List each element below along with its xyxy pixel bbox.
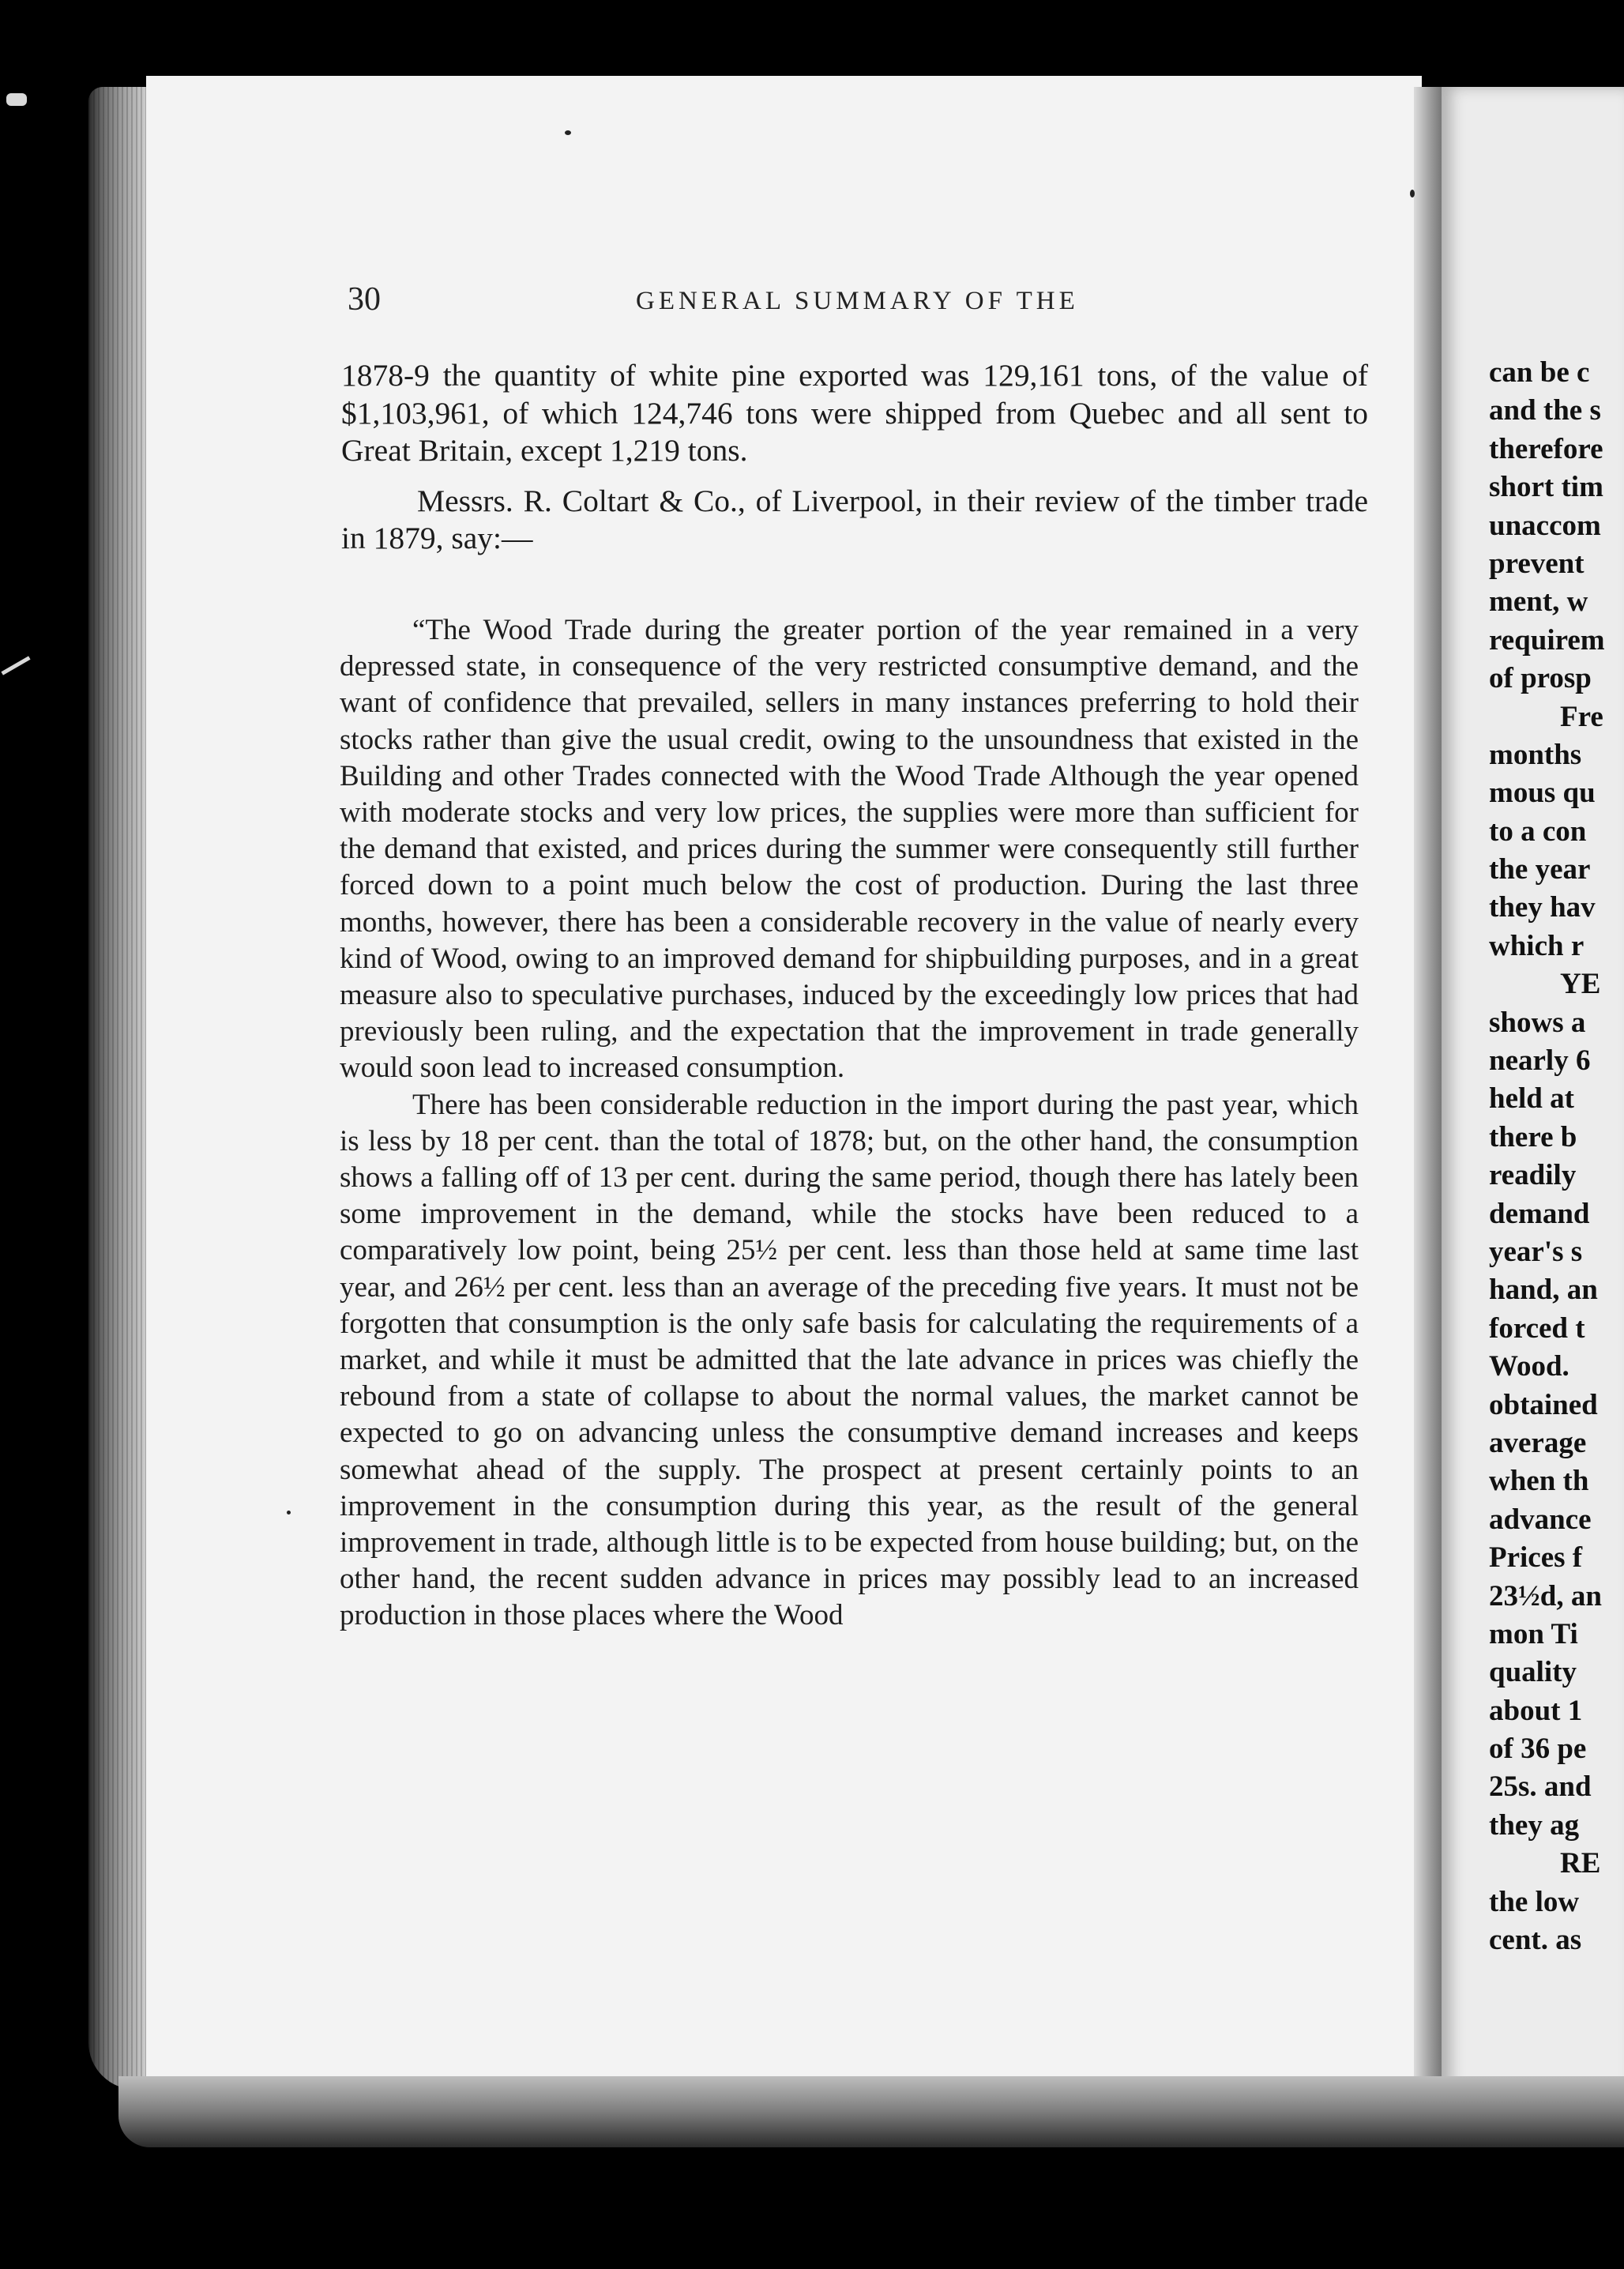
line-fragment: of 36 pe — [1489, 1733, 1587, 1766]
speck — [287, 1511, 291, 1515]
page-bottom-edge — [118, 2076, 1624, 2147]
line-fragment: 25s. and — [1489, 1770, 1592, 1804]
line-fragment: nearly 6 — [1489, 1044, 1591, 1078]
line-fragment: unaccom — [1489, 509, 1601, 542]
line-fragment: ment, w — [1489, 585, 1588, 619]
line-fragment: year's s — [1489, 1235, 1583, 1268]
body-text — [341, 357, 1368, 558]
line-fragment: cent. as — [1489, 1924, 1582, 1957]
line-fragment: Prices f — [1489, 1541, 1583, 1575]
line-fragment: quality — [1489, 1656, 1577, 1689]
line-fragment: Wood. — [1489, 1350, 1569, 1383]
line-fragment: months — [1489, 738, 1582, 771]
block-quote — [340, 612, 1359, 1635]
line-fragment: requirem — [1489, 623, 1605, 657]
speck — [565, 130, 571, 135]
line-fragment: held at — [1489, 1082, 1574, 1116]
line-fragment: the year — [1489, 853, 1591, 886]
line-fragment: RE — [1560, 1847, 1601, 1880]
line-fragment: and the s — [1489, 394, 1601, 427]
line-fragment: of prosp — [1489, 662, 1592, 695]
line-fragment: therefore — [1489, 432, 1603, 465]
line-fragment: the low — [1489, 1885, 1580, 1918]
line-fragment: prevent — [1489, 547, 1585, 580]
running-head: GENERAL SUMMARY OF THE — [636, 287, 1079, 315]
scan-artifact — [6, 93, 27, 106]
line-fragment: 23½d, an — [1489, 1579, 1602, 1612]
line-fragment: they ag — [1489, 1808, 1580, 1842]
line-fragment: readily — [1489, 1159, 1577, 1192]
line-fragment: shows a — [1489, 1006, 1586, 1039]
line-fragment: Fre — [1560, 700, 1603, 733]
line-fragment: demand — [1489, 1197, 1590, 1230]
line-fragment: mous qu — [1489, 777, 1596, 810]
line-fragment: obtained — [1489, 1388, 1598, 1421]
scan-artifact — [1, 656, 30, 675]
line-fragment: can be c — [1489, 356, 1590, 389]
line-fragment: hand, an — [1489, 1274, 1598, 1307]
quote-paragraph: There has been considerable reduction in the import during the past year, which is less by 18 per cent. than the total of 1878; but, on the other hand, the consumption shows a falling off of 13 per cent. during the same period, though there has lately been some improvement in the demand, while the stocks have been reduced to a comparatively low point, being 25½ per cent. less than those held at same time last year, and 26½ per cent. less than an average of the preceding five years. It must not be forgotten that consumption is the only safe basis for calculating the requirements of a market, and while it must be admitted that the late advance in prices was chiefly the rebound from a state of collapse to about the normal values, the market cannot be expected to go on advancing unless the consumptive demand increases and keeps somewhat ahead of the supply. The prospect at present certainly points to an improvement in the consumption during this year, as the result of the general improvement in trade, although little is to be expected from house building; but, on the other hand, the recent sudden advance in prices may possibly lead to an increased production in those places where the Wood — [340, 1088, 1359, 1632]
line-fragment: mon Ti — [1489, 1617, 1578, 1650]
speck — [1410, 190, 1415, 198]
line-fragment: short tim — [1489, 471, 1603, 504]
line-fragment: when th — [1489, 1465, 1589, 1498]
paragraph: Messrs. R. Coltart & Co., of Liverpool, in their review of the timber trade in 1879, say:— — [341, 483, 1368, 555]
paragraph: 1878-9 the quantity of white pine exported was 129,161 tons, of the value of $1,103,961, of which 124,746 tons were shipped from Quebec and all sent to Great Britain, except 1,219 tons. — [341, 358, 1368, 468]
line-fragment: about 1 — [1489, 1694, 1583, 1727]
facing-page-text — [1489, 354, 1624, 1959]
line-fragment: to a con — [1489, 815, 1587, 848]
line-fragment: forced t — [1489, 1311, 1585, 1345]
line-fragment: YE — [1560, 968, 1601, 1001]
page-header — [348, 280, 1374, 328]
line-fragment: average — [1489, 1426, 1587, 1459]
line-fragment: they hav — [1489, 891, 1596, 924]
line-fragment: which r — [1489, 929, 1585, 962]
book-gutter — [1414, 87, 1445, 2086]
quote-paragraph: “The Wood Trade during the greater portion of the year remained in a very depressed state, in consequence of the very restricted consumptive demand, and the want of confidence that prevailed, sellers in many instances preferring to hold their stocks rather than give the usual credit, owing to the unsoundness that existed in the Building and other Trades connected with the Wood Trade Although the year opened with moderate stocks and very low prices, the supplies were more than sufficient for the demand that existed, and prices during the summer were consequently still further forced down to a point much below the cost of production. During the last three months, however, there has been a considerable recovery in the value of nearly every kind of Wood, owing to an improved demand for shipbuilding purposes, and in a great measure also to speculative purchases, induced by the exceedingly low prices that had previously been ruling, and the expectation that the improvement in trade generally would soon lead to increased consumption. — [340, 614, 1359, 1085]
line-fragment: there b — [1489, 1120, 1577, 1153]
line-fragment: advance — [1489, 1503, 1592, 1536]
page-number: 30 — [348, 281, 381, 318]
